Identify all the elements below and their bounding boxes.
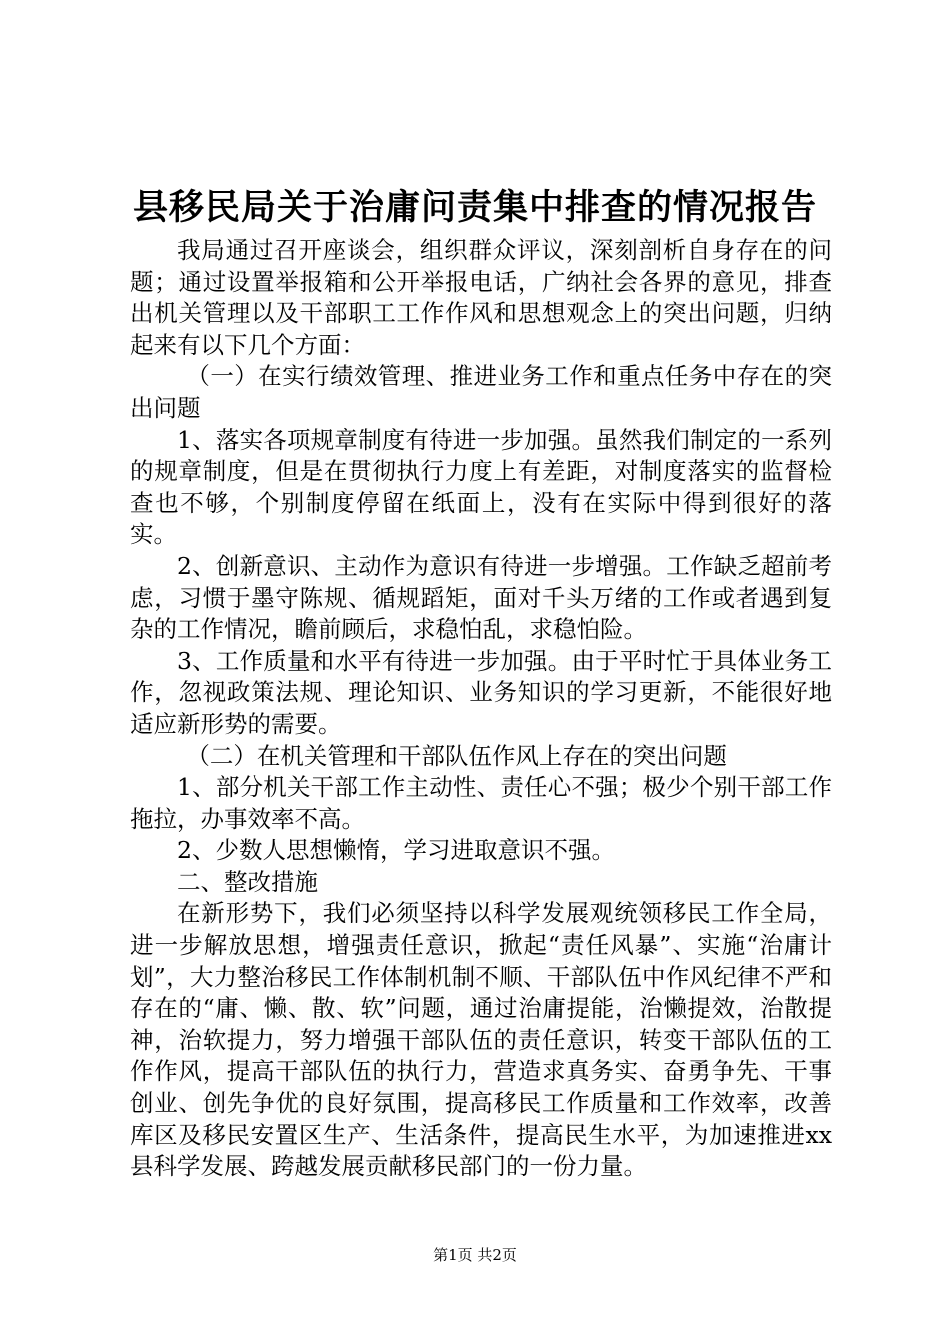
section-heading-measures: 二、整改措施 [177,867,318,896]
paragraph-measures: 在新形势下，我们必须坚持以科学发展观统领移民工作全局，进一步解放思想，增强责任意识，掀起“责任风暴”、实施“治庸计划”，大力整治移民工作体制机制不顺、干部队伍中作风纪律不严和存在的“庸、懒、散、软”问题，通过治庸提能，治懒提效，治散提神，治软提力，努力增强干部队伍的责任意识，转变干部队伍的工作作风，提高干部队伍的执行力，营造求真务实、奋勇争先、干事创业、创先争优的良好氛围，提高移民工作质量和工作效率，改善库区及移民安置区生产、生活条件，提高民生水平，为加速推进xx县科学发展、跨越发展贡献移民部门的一份力量。 [130,899,832,1181]
document-body [130,235,832,1183]
paragraph-item-1-2: 2、创新意识、主动作为意识有待进一步增强。工作缺乏超前考虑，习惯于墨守陈规、循规蹈矩，面对千头万绪的工作或者遇到复杂的工作情况，瞻前顾后，求稳怕乱，求稳怕险。 [130,551,832,644]
paragraph-item-1-3: 3、工作质量和水平有待进一步加强。由于平时忙于具体业务工作，忽视政策法规、理论知识、业务知识的学习更新，不能很好地适应新形势的需要。 [130,646,832,738]
section-heading-two: （二）在机关管理和干部队伍作风上存在的突出问题 [186,741,727,770]
paragraph-item-2-1: 1、部分机关干部工作主动性、责任心不强；极少个别干部工作拖拉，办事效率不高。 [130,773,832,833]
page-number-footer: 第1页 共2页 [433,1246,517,1264]
paragraph-intro: 我局通过召开座谈会，组织群众评议，深刻剖析自身存在的问题；通过设置举报箱和公开举报电话，广纳社会各界的意见，排查出机关管理以及干部职工工作作风和思想观念上的突出问题，归纳起来有以下几个方面： [130,236,832,359]
section-heading-one: （一）在实行绩效管理、推进业务工作和重点任务中存在的突出问题 [130,362,832,422]
paragraph-item-1-1: 1、落实各项规章制度有待进一步加强。虽然我们制定的一系列的规章制度，但是在贯彻执行力度上有差距，对制度落实的监督检查也不够，个别制度停留在纸面上，没有在实际中得到很好的落实。 [130,425,832,549]
document-title: 县移民局关于治庸问责集中排查的情况报告 [132,187,817,228]
paragraph-item-2-2: 2、少数人思想懒惰，学习进取意识不强。 [177,836,615,865]
